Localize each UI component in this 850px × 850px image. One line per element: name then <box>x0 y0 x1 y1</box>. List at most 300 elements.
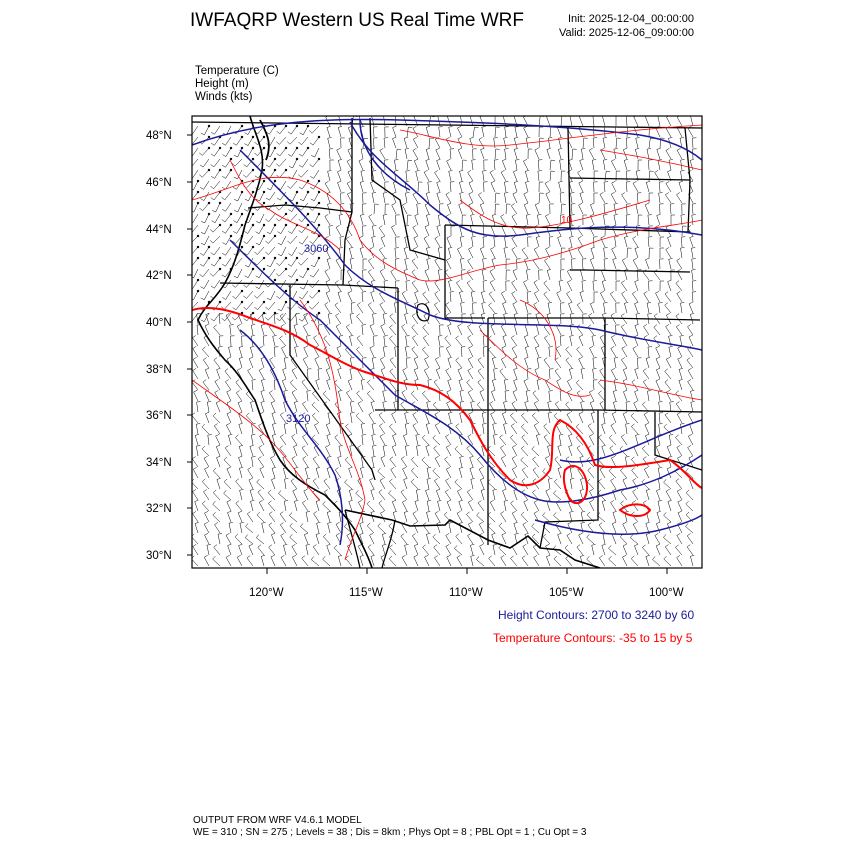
wind-barb <box>302 380 308 390</box>
wind-barb <box>402 555 407 566</box>
wind-barb <box>521 446 528 456</box>
wind-barb <box>372 170 376 181</box>
wind-barb <box>666 357 671 368</box>
wind-barb <box>196 446 200 457</box>
wind-barb <box>567 291 573 302</box>
wind-barb <box>460 456 464 467</box>
wind-barb <box>567 379 572 390</box>
wind-barb <box>570 115 574 126</box>
wind-barb <box>294 324 298 335</box>
calm-marker <box>252 268 254 270</box>
wind-barb <box>477 512 484 522</box>
wind-barb <box>479 137 484 148</box>
wind-barb <box>435 357 440 368</box>
wind-barb <box>473 127 479 137</box>
wind-barb <box>682 226 687 236</box>
wind-barb <box>525 324 529 335</box>
wind-barb <box>514 522 518 533</box>
wind-barb <box>222 291 231 300</box>
wind-barb <box>506 204 511 214</box>
wind-barb <box>269 545 275 555</box>
calm-marker <box>318 136 320 138</box>
wind-barb <box>522 468 528 479</box>
wind-barb <box>480 203 484 214</box>
wind-barb <box>537 215 541 226</box>
wind-barb <box>266 192 275 200</box>
wind-barb <box>671 215 675 225</box>
calm-marker <box>263 235 265 237</box>
wind-barb <box>591 247 595 258</box>
wind-barb <box>459 500 463 511</box>
wind-barb <box>592 544 596 555</box>
wind-barb <box>632 468 638 478</box>
wind-barb <box>656 291 661 302</box>
wind-barb <box>457 555 462 566</box>
wind-barb <box>413 225 418 236</box>
wind-barb <box>599 523 605 533</box>
wind-barb <box>358 500 363 511</box>
wind-barb <box>294 401 298 412</box>
wind-barb <box>405 446 409 457</box>
wind-barb <box>424 368 429 379</box>
wind-barb <box>446 544 451 555</box>
wind-barb <box>524 280 529 291</box>
wind-barb <box>213 556 220 566</box>
wind-barb <box>535 148 539 159</box>
wind-barb <box>256 192 264 201</box>
wind-barb <box>445 336 451 346</box>
calm-marker <box>252 191 254 193</box>
wind-barb <box>437 225 441 236</box>
calm-marker <box>230 235 232 237</box>
wind-barb <box>534 291 539 302</box>
wind-barb <box>195 500 199 511</box>
wind-barb <box>193 336 199 347</box>
wind-barb <box>281 555 286 566</box>
wind-barb <box>384 336 388 346</box>
wind-barb <box>495 127 500 137</box>
wind-barb <box>627 204 631 214</box>
wind-barb <box>292 555 297 566</box>
wind-barb <box>218 533 222 544</box>
wind-barb <box>435 291 440 302</box>
wind-barb <box>396 237 400 247</box>
wind-barb <box>579 533 583 544</box>
wind-barb <box>545 181 550 192</box>
wind-barb <box>527 292 531 302</box>
wind-barb <box>428 182 432 192</box>
wind-barb <box>644 324 650 335</box>
wind-barb <box>660 259 664 269</box>
field-label-winds: Winds (kts) <box>195 91 253 103</box>
wind-barb <box>228 511 232 522</box>
wind-barb <box>512 291 517 302</box>
wind-barb <box>189 280 198 289</box>
wind-barb <box>492 258 496 269</box>
wind-barb <box>626 424 630 435</box>
wind-barb <box>380 269 385 280</box>
lat-label-38: 38°N <box>146 364 172 376</box>
calm-marker <box>219 301 221 303</box>
calm-marker <box>274 147 276 149</box>
wind-barb <box>414 159 418 170</box>
wind-barb <box>250 346 254 357</box>
wind-barb <box>427 478 431 489</box>
wind-barb <box>455 446 462 456</box>
wind-barb <box>227 467 231 478</box>
wind-barb <box>437 181 441 192</box>
wind-barb <box>490 280 495 291</box>
wind-barb <box>476 557 484 567</box>
wind-barb <box>532 523 539 533</box>
wind-barb <box>594 270 598 280</box>
wind-barb <box>483 171 487 182</box>
wind-barb <box>559 181 563 192</box>
wind-barb <box>350 402 354 413</box>
wind-barb <box>195 434 199 445</box>
wind-barb <box>666 324 671 335</box>
wind-barb <box>570 479 574 490</box>
wind-barb <box>389 424 396 434</box>
wind-barb <box>229 346 233 357</box>
wind-barb <box>688 445 693 456</box>
wind-barb <box>635 324 639 335</box>
wind-barb <box>468 335 473 346</box>
wind-barb <box>632 501 638 512</box>
wind-barb <box>590 258 594 269</box>
wind-barb <box>490 269 495 280</box>
wind-barb <box>217 368 221 379</box>
wind-barb <box>611 159 616 170</box>
wind-barb <box>501 324 506 335</box>
calm-marker <box>252 213 254 215</box>
wind-barb <box>612 247 616 258</box>
wind-barb <box>658 115 662 126</box>
wind-barb <box>313 479 319 490</box>
wind-barb <box>277 148 286 156</box>
wind-barb <box>254 291 264 298</box>
wind-barb <box>280 435 286 446</box>
wind-barb <box>213 468 220 478</box>
wind-barb <box>583 138 588 148</box>
wind-barb <box>200 258 209 266</box>
wind-barb <box>492 214 496 225</box>
wind-barb <box>491 247 496 258</box>
wind-barb <box>468 368 473 379</box>
wind-barb <box>579 115 583 126</box>
wind-barb <box>547 269 551 280</box>
lat-label-48: 48°N <box>146 130 172 142</box>
calm-marker <box>318 224 320 226</box>
wind-barb <box>311 258 319 267</box>
wind-barb <box>626 116 630 126</box>
wind-barb <box>202 501 209 511</box>
wind-barb <box>276 258 286 266</box>
calm-marker <box>219 169 221 171</box>
wind-barb <box>350 258 354 269</box>
wind-barb <box>405 423 409 434</box>
wind-barb <box>436 148 440 159</box>
wind-barb <box>189 148 198 156</box>
calm-marker <box>285 290 287 292</box>
wind-barb <box>391 225 396 236</box>
wind-barb <box>569 368 573 379</box>
wind-barb <box>247 556 253 566</box>
wind-barb <box>266 126 275 134</box>
wind-barb <box>427 258 431 269</box>
wind-barb <box>670 402 674 412</box>
wind-barb <box>208 435 212 445</box>
wind-barb <box>600 335 605 346</box>
wind-barb <box>230 325 234 335</box>
wind-barb <box>579 126 583 137</box>
wind-barb <box>450 182 454 192</box>
wind-barb <box>616 270 620 280</box>
wind-barb <box>300 192 308 201</box>
wind-barb <box>323 391 330 401</box>
wind-barb <box>623 522 627 533</box>
wind-barb <box>521 457 528 467</box>
wind-barb <box>500 369 506 379</box>
wind-barb <box>284 500 288 511</box>
wind-barb <box>555 358 561 368</box>
wind-barb <box>659 193 663 204</box>
wind-barb <box>437 522 441 533</box>
wind-barb <box>468 357 473 368</box>
wind-barb <box>368 545 374 555</box>
calm-marker <box>307 147 309 149</box>
wind-barb <box>636 137 640 148</box>
wind-barb <box>543 512 551 522</box>
wind-barb <box>690 313 694 324</box>
calm-marker <box>208 257 210 259</box>
wind-barb <box>383 313 387 324</box>
wind-barb <box>600 291 605 302</box>
wind-barb <box>495 149 500 159</box>
contour-label-height-b: 3120 <box>286 413 311 425</box>
wind-barb <box>338 159 342 170</box>
calm-marker <box>263 268 265 270</box>
wind-barb <box>491 181 495 192</box>
wind-barb <box>613 390 617 401</box>
wind-barb <box>405 544 409 555</box>
wind-barb <box>199 148 209 155</box>
contour-label-height-a: 3060 <box>304 243 329 255</box>
wind-barb <box>435 170 441 181</box>
field-label-height: Height (m) <box>195 78 249 90</box>
wind-barb <box>406 336 410 347</box>
wind-barb <box>314 336 320 347</box>
wind-barb <box>227 500 231 511</box>
wind-barb <box>514 489 518 500</box>
wind-barb <box>401 534 407 544</box>
wind-barb <box>200 247 209 255</box>
calm-marker <box>296 125 298 127</box>
wind-barb <box>579 335 583 346</box>
calm-marker <box>307 191 309 193</box>
wind-barb <box>245 137 254 146</box>
wind-barb <box>611 368 616 379</box>
wind-barb <box>245 269 253 278</box>
wind-barb <box>246 523 254 533</box>
wind-barb <box>423 545 429 555</box>
wind-barb <box>620 468 627 478</box>
wind-barb <box>438 215 442 226</box>
wind-barb <box>351 413 355 424</box>
wind-barb <box>581 368 585 379</box>
wind-barb <box>266 159 275 167</box>
wind-barb <box>611 500 616 511</box>
wind-barb <box>554 512 562 522</box>
wind-barb <box>656 445 660 456</box>
wind-barb <box>211 181 221 189</box>
wind-barb <box>239 456 243 467</box>
wind-barb <box>588 325 594 335</box>
wind-barb <box>417 446 421 457</box>
wind-barb <box>222 203 231 211</box>
wind-barb <box>612 412 616 423</box>
wind-barb <box>374 138 378 148</box>
wind-barb <box>378 468 385 478</box>
calm-marker <box>263 257 265 259</box>
wind-barb <box>346 237 352 248</box>
wind-barb <box>277 170 287 178</box>
wind-barb <box>624 236 628 247</box>
wind-barb <box>268 501 275 511</box>
wind-barb <box>393 126 397 137</box>
wind-barb <box>570 335 574 346</box>
wind-barb <box>649 193 653 203</box>
wind-barb <box>435 236 440 247</box>
wind-barb <box>668 280 672 291</box>
wind-barb <box>539 182 543 192</box>
calm-marker <box>285 169 287 171</box>
wind-barb <box>289 159 297 168</box>
wind-barb <box>370 346 374 357</box>
wind-barb <box>592 159 596 170</box>
wind-barb <box>593 116 597 126</box>
wind-barb <box>434 380 440 390</box>
wind-barb <box>521 424 528 434</box>
wind-barb <box>426 214 430 225</box>
wind-barb <box>325 214 330 225</box>
wind-barb <box>287 302 297 310</box>
wind-barb <box>681 248 685 259</box>
wind-barb <box>547 148 551 159</box>
wind-barb <box>480 247 484 258</box>
wind-barb <box>446 346 451 357</box>
wind-barb <box>602 544 606 555</box>
wind-barb <box>471 555 475 566</box>
wind-barb <box>569 434 573 445</box>
wind-barb <box>594 182 598 192</box>
wind-barb <box>544 336 550 347</box>
wind-barb <box>534 555 539 566</box>
wind-barb <box>504 380 508 391</box>
wind-barb <box>580 192 584 203</box>
lat-label-40: 40°N <box>146 317 172 329</box>
wind-barb <box>372 358 376 369</box>
wind-barb <box>539 127 543 137</box>
wind-barb <box>489 556 495 566</box>
wind-barb <box>495 116 499 126</box>
wind-barb <box>472 160 476 170</box>
wind-barb <box>521 512 528 522</box>
wind-barb <box>449 522 453 533</box>
wind-barb <box>222 225 231 233</box>
wind-barb <box>517 259 521 269</box>
wind-barb <box>470 115 474 126</box>
lon-label-120: 120°W <box>249 587 284 599</box>
wind-barb <box>249 357 253 368</box>
wind-barb <box>426 489 430 500</box>
wind-barb <box>462 160 467 170</box>
wind-barb <box>223 148 232 157</box>
wind-barb <box>524 192 528 203</box>
wind-barb <box>615 237 619 248</box>
wind-barb <box>660 237 664 247</box>
wind-barb <box>504 137 508 148</box>
coastline <box>198 116 372 568</box>
wind-barb <box>189 170 198 178</box>
wind-barb <box>202 446 209 456</box>
wind-barb <box>414 236 418 247</box>
wind-barb <box>657 214 661 225</box>
calm-marker <box>230 169 232 171</box>
wind-barb <box>545 258 551 269</box>
wind-barb <box>226 555 231 566</box>
wind-barb <box>437 192 441 203</box>
wind-barb <box>688 379 693 390</box>
wind-barb <box>225 380 231 391</box>
wind-barb <box>643 457 649 468</box>
wind-barb <box>623 368 627 379</box>
wind-barb <box>211 148 220 156</box>
wind-barb <box>558 445 562 456</box>
wind-barb <box>579 412 583 423</box>
wind-barb <box>226 423 231 434</box>
wind-barb <box>571 204 575 214</box>
calm-marker <box>197 290 199 292</box>
wind-barb <box>660 281 664 291</box>
wind-barb <box>240 522 244 533</box>
wind-barb <box>204 490 210 501</box>
wind-barb <box>394 160 398 171</box>
wind-barb <box>292 456 297 467</box>
wind-barb <box>379 424 385 435</box>
wind-barb <box>524 500 528 511</box>
wind-barb <box>468 324 473 335</box>
wind-barb <box>602 445 606 456</box>
border-mexico <box>345 510 600 568</box>
wind-barb <box>348 379 352 390</box>
wind-barb <box>677 555 682 566</box>
wind-barb <box>593 369 597 380</box>
wind-barb <box>567 390 572 401</box>
wind-barb <box>624 302 628 313</box>
wind-barb <box>491 390 495 401</box>
wind-barb <box>526 270 530 281</box>
wind-barb <box>412 281 418 291</box>
wind-barb <box>577 446 583 456</box>
wind-barb <box>624 159 628 170</box>
wind-barb <box>513 302 517 313</box>
wind-barb <box>528 237 532 247</box>
wind-barb <box>599 479 606 489</box>
state-borders-layer <box>192 116 702 568</box>
wind-barb <box>330 160 334 170</box>
wind-barb <box>267 181 275 190</box>
